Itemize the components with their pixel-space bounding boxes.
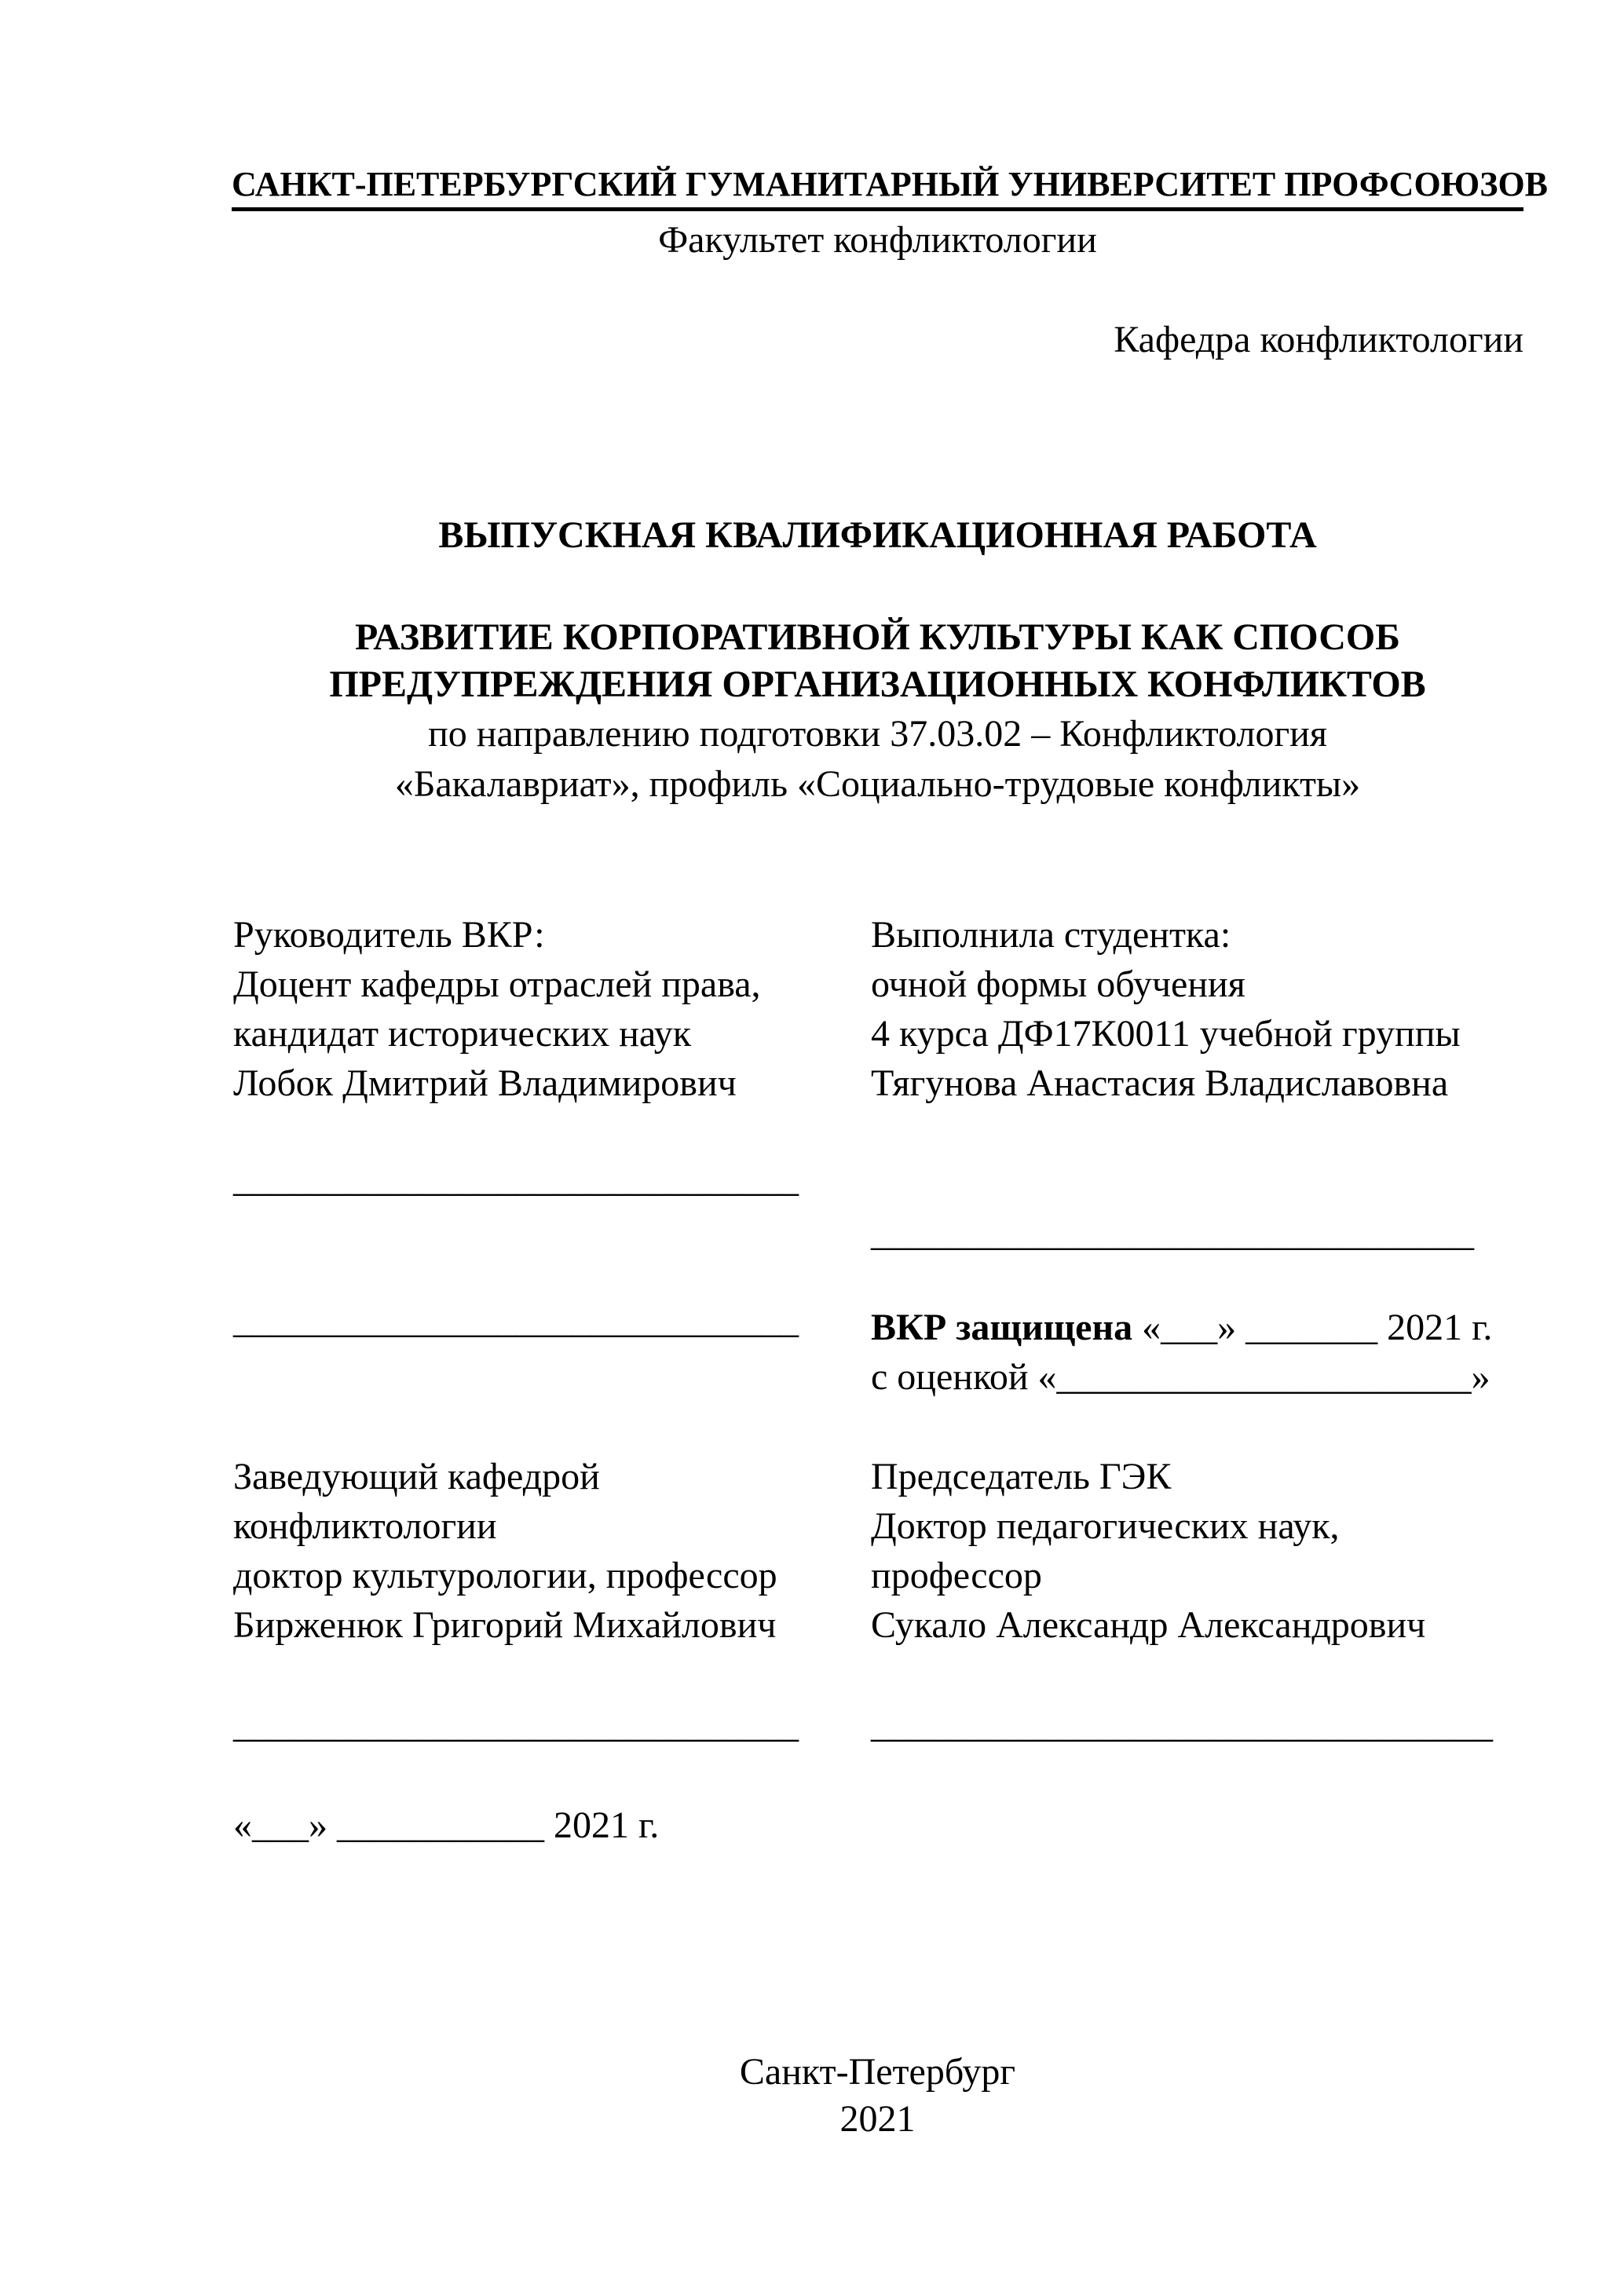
student-form: очной формы обучения (871, 963, 1245, 1005)
chairman-label: Председатель ГЭК (871, 1456, 1172, 1497)
chairman-block (871, 1452, 1425, 1650)
supervisor-block (233, 910, 761, 1108)
supervisor-degree: кандидат исторических наук (233, 1013, 692, 1055)
head-label: Заведующий кафедрой (233, 1456, 600, 1497)
student-signature-line: ________________________________ (871, 1212, 1474, 1254)
profile: «Бакалавриат», профиль «Социально-трудовые конфликты» (394, 763, 1361, 805)
chairman-title: профессор (871, 1555, 1042, 1596)
head-degree: доктор культурологии, профессор (233, 1555, 777, 1596)
header-rule (232, 207, 1523, 211)
student-name: Тягунова Анастасия Владиславовна (871, 1062, 1449, 1104)
head-dept: конфликтологии (233, 1505, 497, 1547)
supervisor-label: Руководитель ВКР: (233, 914, 545, 956)
date-line: «___» ___________ 2021 г. (233, 1804, 660, 1846)
chairman-name: Сукало Александр Александрович (871, 1604, 1426, 1646)
student-group: 4 курса ДФ17К0011 учебной группы (871, 1013, 1461, 1055)
defense-date-text: «___» _______ 2021 г. (1132, 1307, 1493, 1348)
title-line-1: РАЗВИТИЕ КОРПОРАТИВНОЙ КУЛЬТУРЫ КАК СПОСОБ (355, 616, 1400, 658)
defense-grade: с оценкой «______________________» (871, 1356, 1490, 1398)
supervisor-signature-line: ______________________________ (233, 1158, 799, 1200)
department-name: Кафедра конфликтологии (1114, 319, 1523, 360)
student-block (871, 910, 1461, 1108)
supervisor-signature-line-2: ______________________________ (233, 1300, 799, 1341)
work-type: ВЫПУСКНАЯ КВАЛИФИКАЦИОННАЯ РАБОТА (438, 514, 1317, 556)
title-line-2: ПРЕДУПРЕЖДЕНИЯ ОРГАНИЗАЦИОННЫХ КОНФЛИКТОВ (329, 664, 1426, 705)
faculty-name: Факультет конфликтологии (658, 219, 1097, 261)
year: 2021 (839, 2098, 916, 2140)
head-name: Бирженюк Григорий Михайлович (233, 1604, 777, 1646)
city: Санкт-Петербург (739, 2051, 1016, 2093)
defense-label: ВКР защищена (871, 1307, 1133, 1348)
supervisor-name: Лобок Дмитрий Владимирович (233, 1062, 737, 1104)
university-name: САНКТ-ПЕТЕРБУРГСКИЙ ГУМАНИТАРНЫЙ УНИВЕРСИТЕТ ПРОФСОЮЗОВ (232, 165, 1549, 203)
defense-date (871, 1303, 1492, 1352)
defense-block (871, 1303, 1492, 1402)
chairman-signature-line: _________________________________ (871, 1704, 1493, 1746)
head-signature-line: ______________________________ (233, 1704, 799, 1746)
direction: по направлению подготовки 37.03.02 – Конфликтология (428, 713, 1327, 755)
supervisor-position: Доцент кафедры отраслей права, (233, 963, 761, 1005)
head-of-department-block (233, 1452, 777, 1650)
chairman-degree: Доктор педагогических наук, (871, 1505, 1340, 1547)
student-label: Выполнила студентка: (871, 914, 1231, 956)
